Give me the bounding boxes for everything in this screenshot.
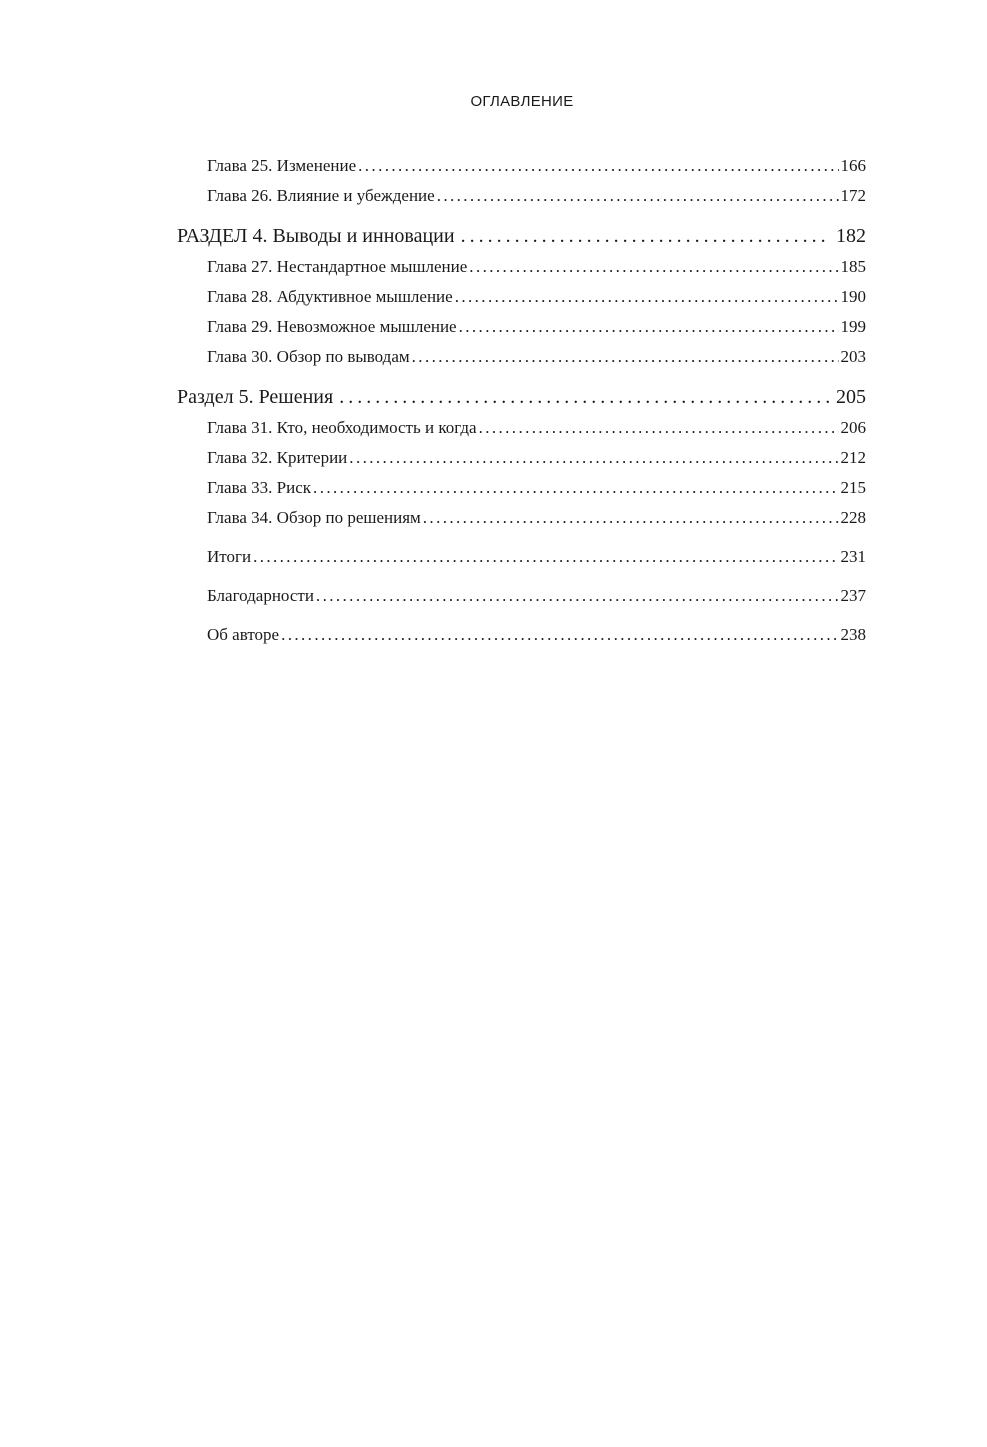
toc-entry-chapter-26[interactable] [207, 186, 866, 206]
dot-leader [469, 257, 838, 277]
toc-entry-section-4[interactable] [177, 225, 866, 248]
toc-entry-page: 182 [836, 225, 866, 247]
toc-entry-page: 203 [840, 347, 866, 366]
toc-entry-page: 185 [840, 257, 866, 276]
toc-entry-title: Глава 33. Риск [207, 478, 312, 497]
toc-entry-page: 238 [840, 625, 866, 644]
toc-entry-chapter-34[interactable] [207, 508, 866, 528]
dot-leader [437, 186, 839, 206]
toc-entry-chapter-27[interactable] [207, 257, 866, 277]
toc-entry-page: 205 [836, 386, 866, 408]
dot-leader [281, 625, 838, 645]
dot-leader [455, 287, 839, 307]
dot-leader [461, 225, 830, 248]
toc-entry-page: 228 [840, 508, 866, 527]
toc-entry-about-author[interactable] [207, 625, 866, 645]
toc-entry-page: 237 [840, 586, 866, 605]
toc-entry-page: 190 [840, 287, 866, 306]
toc-entry-title: Глава 32. Критерии [207, 448, 348, 467]
toc-entry-title: Глава 26. Влияние и убеждение [207, 186, 435, 205]
toc-entry-title: Раздел 5. Решения [177, 386, 334, 408]
dot-leader [412, 347, 839, 367]
toc-entry-chapter-29[interactable] [207, 317, 866, 337]
dot-leader [253, 547, 838, 567]
running-head-title: ОГЛАВЛЕНИЕ [470, 93, 574, 110]
toc-entry-title: Глава 31. Кто, необходимость и когда [207, 418, 477, 437]
toc-entry-section-5[interactable] [177, 386, 866, 409]
toc-entry-page: 215 [840, 478, 866, 497]
dot-leader [358, 156, 838, 176]
dot-leader [313, 478, 838, 498]
toc-entry-chapter-28[interactable] [207, 287, 866, 307]
toc-entry-title: РАЗДЕЛ 4. Выводы и инновации [177, 225, 455, 247]
toc-entry-page: 206 [840, 418, 866, 437]
dot-leader [316, 586, 839, 606]
toc-entry-title: Итоги [207, 547, 252, 566]
toc-entry-chapter-32[interactable] [207, 448, 866, 468]
dot-leader [349, 448, 838, 468]
toc-entry-chapter-30[interactable] [207, 347, 866, 367]
dot-leader [339, 386, 830, 409]
toc-entry-page: 172 [840, 186, 866, 205]
toc-entry-title: Глава 29. Невозможное мышление [207, 317, 457, 336]
toc-entry-summary[interactable] [207, 547, 866, 567]
toc-entry-chapter-31[interactable] [207, 418, 866, 438]
toc-entry-chapter-25[interactable] [207, 156, 866, 176]
toc-entry-title: Глава 25. Изменение [207, 156, 357, 175]
toc-entry-page: 212 [840, 448, 866, 467]
toc-entry-title: Глава 34. Обзор по решениям [207, 508, 421, 527]
toc-entry-title: Благодарности [207, 586, 314, 605]
dot-leader [423, 508, 839, 528]
toc-entry-acknowledgements[interactable] [207, 586, 866, 606]
dot-leader [479, 418, 839, 438]
toc-entry-page: 199 [840, 317, 866, 336]
dot-leader [459, 317, 839, 337]
toc-entry-page: 231 [840, 547, 866, 566]
toc-entry-title: Об авторе [207, 625, 280, 644]
toc-entry-title: Глава 30. Обзор по выводам [207, 347, 410, 366]
toc-entry-title: Глава 27. Нестандартное мышление [207, 257, 468, 276]
toc-entry-title: Глава 28. Абдуктивное мышление [207, 287, 453, 306]
toc-entry-page: 166 [840, 156, 866, 175]
toc-entry-chapter-33[interactable] [207, 478, 866, 498]
